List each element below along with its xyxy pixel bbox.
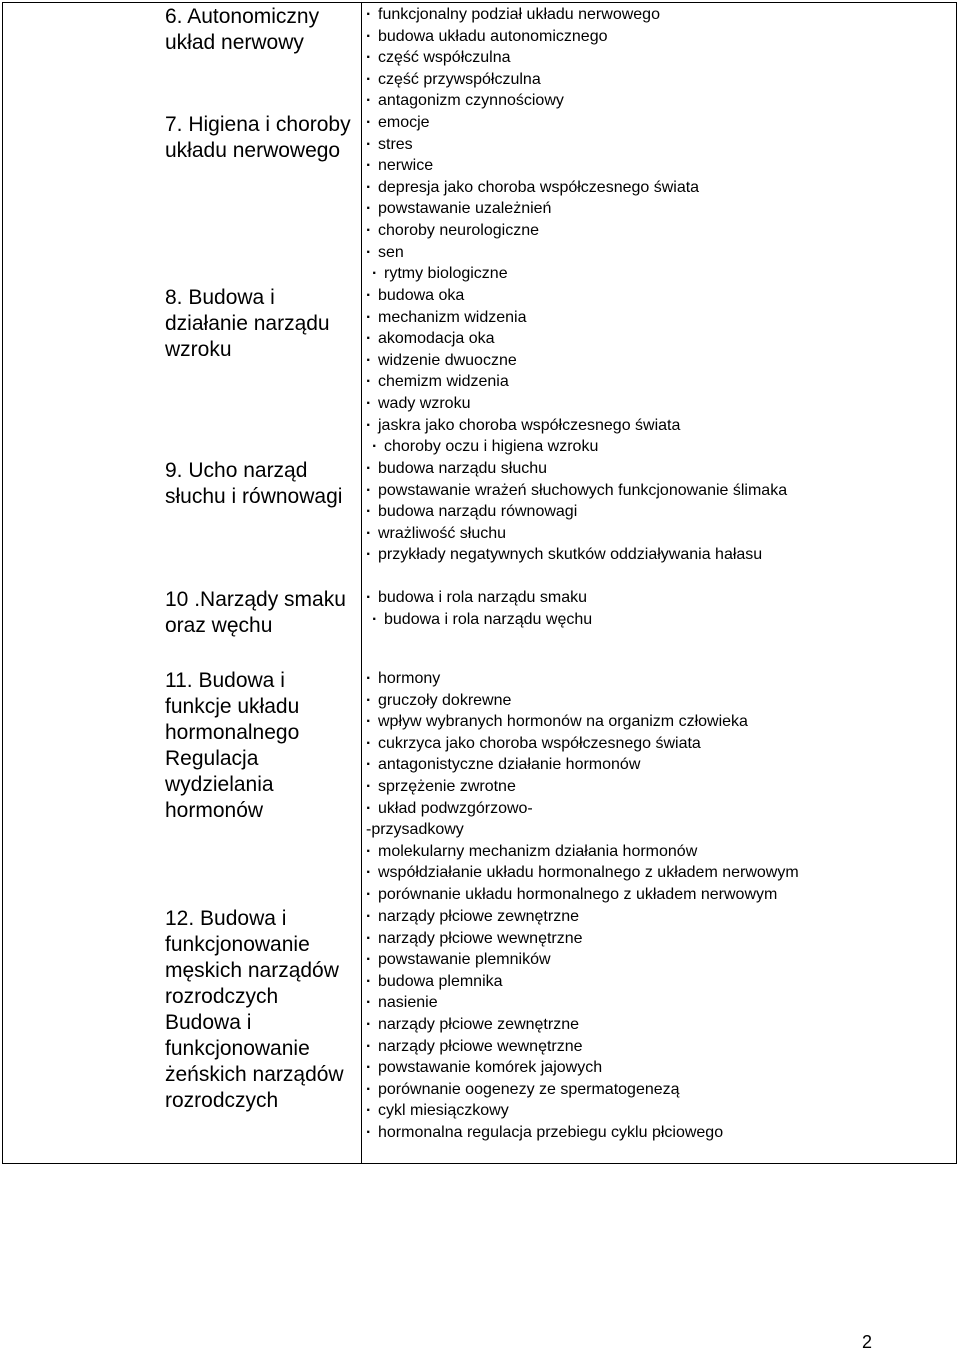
list-item (366, 501, 951, 523)
bullet-icon (366, 134, 378, 156)
list-item (366, 350, 951, 372)
bullet-icon (366, 4, 378, 26)
list-item (366, 1036, 951, 1058)
list-item-text: budowa narządu słuchu (378, 460, 548, 477)
list-item (366, 393, 951, 415)
list-item (366, 1122, 951, 1144)
list-item (366, 754, 951, 776)
list-item (366, 798, 951, 820)
topic-items (366, 458, 951, 566)
bullet-icon (366, 949, 378, 971)
list-item-text: wady wzroku (378, 394, 471, 412)
list-item (366, 436, 951, 458)
topic-title-text: 11. Budowa i funkcje układu hormonalnego Regulacja wydzielania hormonów (165, 669, 306, 822)
bullet-icon (366, 668, 378, 690)
list-item-text: -przysadkowy (366, 821, 464, 839)
bullet-icon (366, 1122, 378, 1144)
list-item (366, 906, 951, 928)
list-item-text: funkcjonalny podział układu nerwowego (378, 6, 660, 23)
list-item-text: część przywspółczulna (378, 70, 541, 88)
column-divider (361, 3, 362, 1163)
list-item-text: nerwice (378, 157, 434, 175)
list-item (366, 480, 951, 502)
list-item-text: narządy płciowe wewnętrzne (378, 1037, 583, 1055)
bullet-icon (366, 992, 378, 1014)
list-item (366, 285, 951, 307)
bullet-icon (366, 544, 378, 566)
topic-title (165, 112, 355, 164)
bullet-icon (366, 112, 378, 134)
list-item (366, 155, 951, 177)
list-item-text: nasienie (378, 994, 438, 1012)
bullet-icon (366, 393, 378, 415)
topic-items (366, 285, 951, 458)
topic-title-text: 8. Budowa i działanie narządu wzroku (165, 286, 336, 361)
topic-title-text: 12. Budowa i funkcjonowanie męskich narządów rozrodczych Budowa i funkcjonowanie żeńskich narządów rozrodczych (165, 907, 350, 1112)
list-item (366, 711, 951, 733)
list-item (366, 307, 951, 329)
bullet-icon (366, 26, 378, 48)
list-item (366, 668, 951, 690)
list-item-text: powstawanie uzależnień (378, 200, 552, 218)
list-item (366, 242, 951, 264)
bullet-icon (366, 1079, 378, 1101)
list-item (366, 587, 951, 609)
topic-title (165, 906, 355, 1114)
bullet-icon (366, 841, 378, 863)
bullet-icon (366, 971, 378, 993)
topic-title (165, 285, 355, 363)
list-item (366, 544, 951, 566)
bullet-icon (366, 307, 378, 329)
bullet-icon (366, 90, 378, 112)
list-item (366, 1079, 951, 1101)
bullet-icon (366, 285, 378, 307)
list-item-text: porównanie oogenezy ze spermatogenezą (378, 1080, 680, 1098)
list-item (366, 371, 951, 393)
bullet-icon (366, 177, 378, 199)
list-item-text: wpływ wybranych hormonów na organizm człowieka (378, 713, 748, 731)
bullet-icon (366, 69, 378, 91)
bullet-icon (366, 350, 378, 372)
bullet-icon (366, 328, 378, 350)
list-item-text: akomodacja oka (378, 330, 495, 348)
topic-title (165, 4, 355, 56)
bullet-icon (366, 711, 378, 733)
topic-items (366, 587, 951, 630)
bullet-icon (366, 47, 378, 69)
list-item (366, 928, 951, 950)
bullet-icon (366, 242, 378, 264)
list-item-text: porównanie układu hormonalnego z układem nerwowym (378, 885, 778, 903)
list-item-text: narządy płciowe wewnętrzne (378, 929, 583, 947)
bullet-icon (366, 884, 378, 906)
list-item (366, 884, 951, 906)
bullet-icon (366, 198, 378, 220)
bullet-icon (366, 220, 378, 242)
list-item (366, 862, 951, 884)
bullet-icon (366, 690, 378, 712)
list-item-text: powstawanie plemników (378, 951, 551, 969)
bullet-icon (372, 263, 384, 285)
list-item-text: budowa układu autonomicznego (378, 27, 608, 45)
list-item-text: cukrzyca jako choroba współczesnego świata (378, 734, 701, 752)
list-item-text: hormonalna regulacja przebiegu cyklu płciowego (378, 1123, 724, 1141)
list-item (366, 26, 951, 48)
list-item (366, 776, 951, 798)
list-item (366, 949, 951, 971)
list-item-text: układ podwzgórzowo- (378, 799, 533, 817)
topic-title (165, 587, 355, 639)
list-item (366, 4, 951, 26)
bullet-icon (372, 436, 384, 458)
bullet-icon (366, 458, 378, 480)
list-item (366, 1014, 951, 1036)
topic-title (165, 668, 355, 824)
list-item-text: budowa plemnika (378, 972, 503, 990)
list-item (366, 819, 951, 841)
list-item (366, 523, 951, 545)
bullet-icon (366, 587, 378, 609)
list-item (366, 690, 951, 712)
bullet-icon (366, 754, 378, 776)
list-item-text: jaskra jako choroba współczesnego świata (378, 416, 681, 434)
bullet-icon (366, 1036, 378, 1058)
bullet-icon (366, 798, 378, 820)
list-item (366, 220, 951, 242)
list-item-text: powstawanie wrażeń słuchowych funkcjonowanie ślimaka (378, 481, 788, 499)
list-item-text: chemizm widzenia (378, 373, 509, 391)
topic-title-text: 10 .Narządy smaku oraz węchu (165, 588, 352, 637)
topic-title-text: 6. Autonomiczny układ nerwowy (165, 5, 325, 54)
bullet-icon (366, 862, 378, 884)
list-item-text: molekularny mechanizm działania hormonów (378, 842, 698, 860)
bullet-icon (366, 928, 378, 950)
list-item (366, 134, 951, 156)
topic-title (165, 458, 355, 510)
list-item (366, 992, 951, 1014)
topic-title-text: 7. Higiena i choroby układu nerwowego (165, 113, 357, 162)
list-item-text: antagonistyczne działanie hormonów (378, 756, 641, 774)
bullet-icon (366, 1100, 378, 1122)
list-item (366, 609, 951, 631)
bullet-icon (366, 371, 378, 393)
list-item-text: sen (378, 243, 404, 261)
bullet-icon (366, 480, 378, 502)
bullet-icon (366, 1014, 378, 1036)
list-item-text: cykl miesiączkowy (378, 1102, 509, 1120)
list-item-text: widzenie dwuoczne (378, 351, 517, 369)
list-item-text: choroby neurologiczne (378, 221, 539, 239)
list-item (366, 47, 951, 69)
list-item-text: rytmy biologiczne (384, 265, 508, 283)
list-item (366, 263, 951, 285)
list-item (366, 733, 951, 755)
list-item-text: sprzężenie zwrotne (378, 777, 516, 795)
list-item-text: część współczulna (378, 49, 511, 67)
list-item-text: hormony (378, 670, 441, 687)
list-item-text: narządy płciowe zewnętrzne (378, 1015, 579, 1033)
bullet-icon (366, 733, 378, 755)
list-item-text: narządy płciowe zewnętrzne (378, 908, 579, 925)
topic-items (366, 112, 951, 285)
list-item-text: choroby oczu i higiena wzroku (384, 438, 599, 456)
list-item (366, 328, 951, 350)
list-item-text: budowa narządu równowagi (378, 503, 578, 521)
list-item (366, 1100, 951, 1122)
list-item-text: budowa i rola narządu smaku (378, 589, 588, 606)
list-item-text: wrażliwość słuchu (378, 524, 507, 542)
bullet-icon (366, 501, 378, 523)
list-item-text: budowa i rola narządu węchu (384, 610, 593, 628)
list-item-text: przykłady negatywnych skutków oddziaływania hałasu (378, 546, 763, 564)
topic-items (366, 906, 951, 1144)
list-item-text: współdziałanie układu hormonalnego z układem nerwowym (378, 864, 799, 882)
topic-items (366, 4, 951, 112)
list-item-text: antagonizm czynnościowy (378, 92, 564, 110)
page-number: 2 (862, 1332, 873, 1352)
list-item (366, 1057, 951, 1079)
list-item (366, 112, 951, 134)
list-item-text: budowa oka (378, 287, 465, 304)
list-item (366, 458, 951, 480)
list-item (366, 415, 951, 437)
bullet-icon (366, 155, 378, 177)
list-item (366, 198, 951, 220)
bullet-icon (366, 415, 378, 437)
list-item-text: gruczoły dokrewne (378, 691, 512, 709)
list-item (366, 177, 951, 199)
topic-title-text: 9. Ucho narząd słuchu i równowagi (165, 459, 343, 508)
bullet-icon (366, 523, 378, 545)
bullet-icon (366, 776, 378, 798)
topic-items (366, 668, 951, 906)
list-item-text: powstawanie komórek jajowych (378, 1059, 603, 1077)
list-item (366, 69, 951, 91)
list-item (366, 841, 951, 863)
list-item-text: depresja jako choroba współczesnego świata (378, 178, 700, 196)
list-item (366, 90, 951, 112)
bullet-icon (366, 1057, 378, 1079)
bullet-icon (372, 609, 384, 631)
bullet-icon (366, 906, 378, 928)
list-item-text: stres (378, 135, 413, 153)
list-item (366, 971, 951, 993)
list-item-text: emocje (378, 114, 430, 131)
list-item-text: mechanizm widzenia (378, 308, 527, 326)
